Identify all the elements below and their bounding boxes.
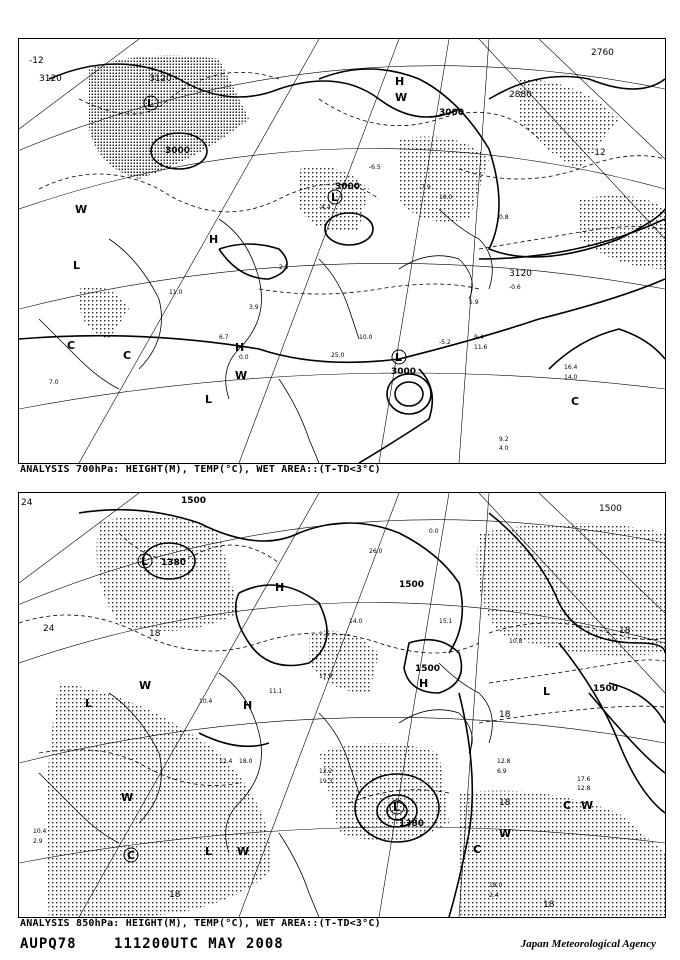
height-label: 1500 [181, 496, 207, 506]
warm-marker: W [121, 791, 134, 804]
svg-text:5.9: 5.9 [469, 299, 479, 306]
warm-marker: W [395, 91, 408, 104]
svg-text:9.4: 9.4 [474, 334, 484, 341]
svg-text:10.0: 10.0 [439, 194, 453, 201]
temp-label: -12 [29, 56, 44, 66]
warm-marker: W [237, 845, 250, 858]
temp-label: 18 [619, 626, 631, 636]
svg-text:0.8: 0.8 [499, 214, 509, 221]
warm-marker: W [139, 679, 152, 692]
svg-text:6.7: 6.7 [219, 334, 229, 341]
agency-credit: Japan Meteorological Agency [520, 938, 656, 950]
cold-marker: C [571, 395, 580, 408]
high-marker: H [395, 75, 405, 88]
svg-text:12.8: 12.8 [497, 758, 511, 765]
svg-text:15.1: 15.1 [439, 618, 453, 625]
low-marker-plain: L [205, 845, 213, 858]
svg-text:10.0: 10.0 [359, 334, 373, 341]
svg-text:10.8: 10.8 [509, 638, 523, 645]
chart-id: AUPQ78 [20, 936, 77, 952]
chart-footer [20, 936, 312, 952]
warm-marker: W [499, 827, 512, 840]
temp-label: 18 [499, 798, 511, 808]
svg-text:26.0: 26.0 [369, 548, 383, 555]
low-marker-plain: L [73, 259, 81, 272]
svg-text:2.9: 2.9 [33, 838, 43, 845]
svg-text:12.2: 12.2 [319, 768, 333, 775]
valid-datetime: 111200UTC MAY 2008 [114, 936, 284, 952]
svg-text:3.9: 3.9 [249, 304, 259, 311]
warm-marker: W [235, 369, 248, 382]
low-marker-plain: L [205, 393, 213, 406]
height-label: 3120 [509, 269, 532, 279]
height-label: 3000 [439, 108, 465, 118]
svg-text:10.4: 10.4 [199, 698, 213, 705]
svg-text:19.3: 19.3 [319, 778, 333, 785]
high-marker: H [243, 699, 253, 712]
cold-marker-small: C [67, 339, 76, 352]
svg-text:25.0: 25.0 [331, 352, 345, 359]
high-marker: H [235, 341, 245, 354]
svg-text:14.0: 14.0 [349, 618, 363, 625]
high-marker: H [419, 677, 429, 690]
height-label: 3000 [391, 367, 417, 377]
wet-areas [79, 56, 665, 339]
height-label: 1380 [399, 819, 425, 829]
svg-text:12.8: 12.8 [577, 785, 591, 792]
svg-text:2.4: 2.4 [489, 892, 499, 899]
wet-areas [46, 515, 665, 917]
temp-label: 24 [43, 624, 55, 634]
height-label: 1500 [399, 580, 425, 590]
temp-label: -12 [591, 148, 606, 158]
svg-text:4.0: 4.0 [499, 445, 509, 452]
temp-label: 18 [543, 900, 555, 910]
svg-text:17.9: 17.9 [319, 673, 333, 680]
map-850hpa-canvas [19, 493, 665, 917]
svg-text:14.0: 14.0 [564, 374, 578, 381]
warm-marker: W [581, 799, 594, 812]
cold-marker: C [473, 843, 482, 856]
svg-text:6.9: 6.9 [497, 768, 507, 775]
cold-marker: C [123, 349, 132, 362]
svg-text:0.0: 0.0 [239, 354, 249, 361]
temp-label: 18 [149, 629, 161, 639]
height-label: 2760 [591, 48, 614, 58]
map-700hpa-canvas [19, 39, 665, 463]
temp-label: 18 [499, 710, 511, 720]
svg-text:11.6: 11.6 [474, 344, 488, 351]
low-marker: L [331, 191, 339, 204]
svg-text:-6.5: -6.5 [369, 164, 381, 171]
cold-marker: C [127, 849, 136, 862]
low-marker: L [141, 555, 149, 568]
svg-text:0.0: 0.0 [429, 528, 439, 535]
svg-text:18.0: 18.0 [239, 758, 253, 765]
warm-marker: W [75, 203, 88, 216]
temp-label: 18 [169, 890, 181, 900]
height-label: 1500 [593, 684, 619, 694]
svg-text:11.0: 11.0 [169, 289, 183, 296]
svg-text:17.6: 17.6 [577, 776, 591, 783]
svg-text:2.5: 2.5 [279, 264, 289, 271]
cold-marker: C [563, 799, 572, 812]
svg-text:16.4: 16.4 [564, 364, 578, 371]
height-label: 3000 [165, 146, 191, 156]
high-marker: H [275, 581, 285, 594]
caption-850hpa: ANALYSIS 850hPa: HEIGHT(M), TEMP(°C), WET AREA::(T-TD<3°C) [20, 918, 381, 929]
svg-text:11.1: 11.1 [269, 688, 283, 695]
svg-text:-0.6: -0.6 [509, 284, 521, 291]
height-label: 1500 [599, 504, 622, 514]
svg-text:12.4: 12.4 [219, 758, 233, 765]
svg-text:-7.9: -7.9 [419, 184, 431, 191]
height-label: 1500 [415, 664, 441, 674]
height-label: 3120 [39, 74, 62, 84]
svg-text:7.0: 7.0 [49, 379, 59, 386]
analysis-850hpa-map [18, 492, 666, 918]
svg-text:-5.2: -5.2 [439, 339, 451, 346]
svg-text:18.0: 18.0 [489, 882, 503, 889]
height-label: 3120 [149, 74, 172, 84]
svg-text:-4.4: -4.4 [319, 204, 331, 211]
low-marker: L [393, 801, 401, 814]
low-marker-plain: L [85, 697, 93, 710]
caption-700hpa: ANALYSIS 700hPa: HEIGHT(M), TEMP(°C), WET AREA::(T-TD<3°C) [20, 464, 381, 475]
low-marker: L [147, 97, 155, 110]
height-label: 3000 [335, 182, 361, 192]
high-marker: H [209, 233, 219, 246]
svg-text:9.2: 9.2 [499, 436, 509, 443]
svg-text:10.4: 10.4 [33, 828, 47, 835]
height-label: 1380 [161, 558, 187, 568]
height-label: 2880 [509, 90, 532, 100]
temp-label: 24 [21, 498, 33, 508]
low-marker: L [395, 351, 403, 364]
low-marker-plain: L [543, 685, 551, 698]
analysis-700hpa-map [18, 38, 666, 464]
